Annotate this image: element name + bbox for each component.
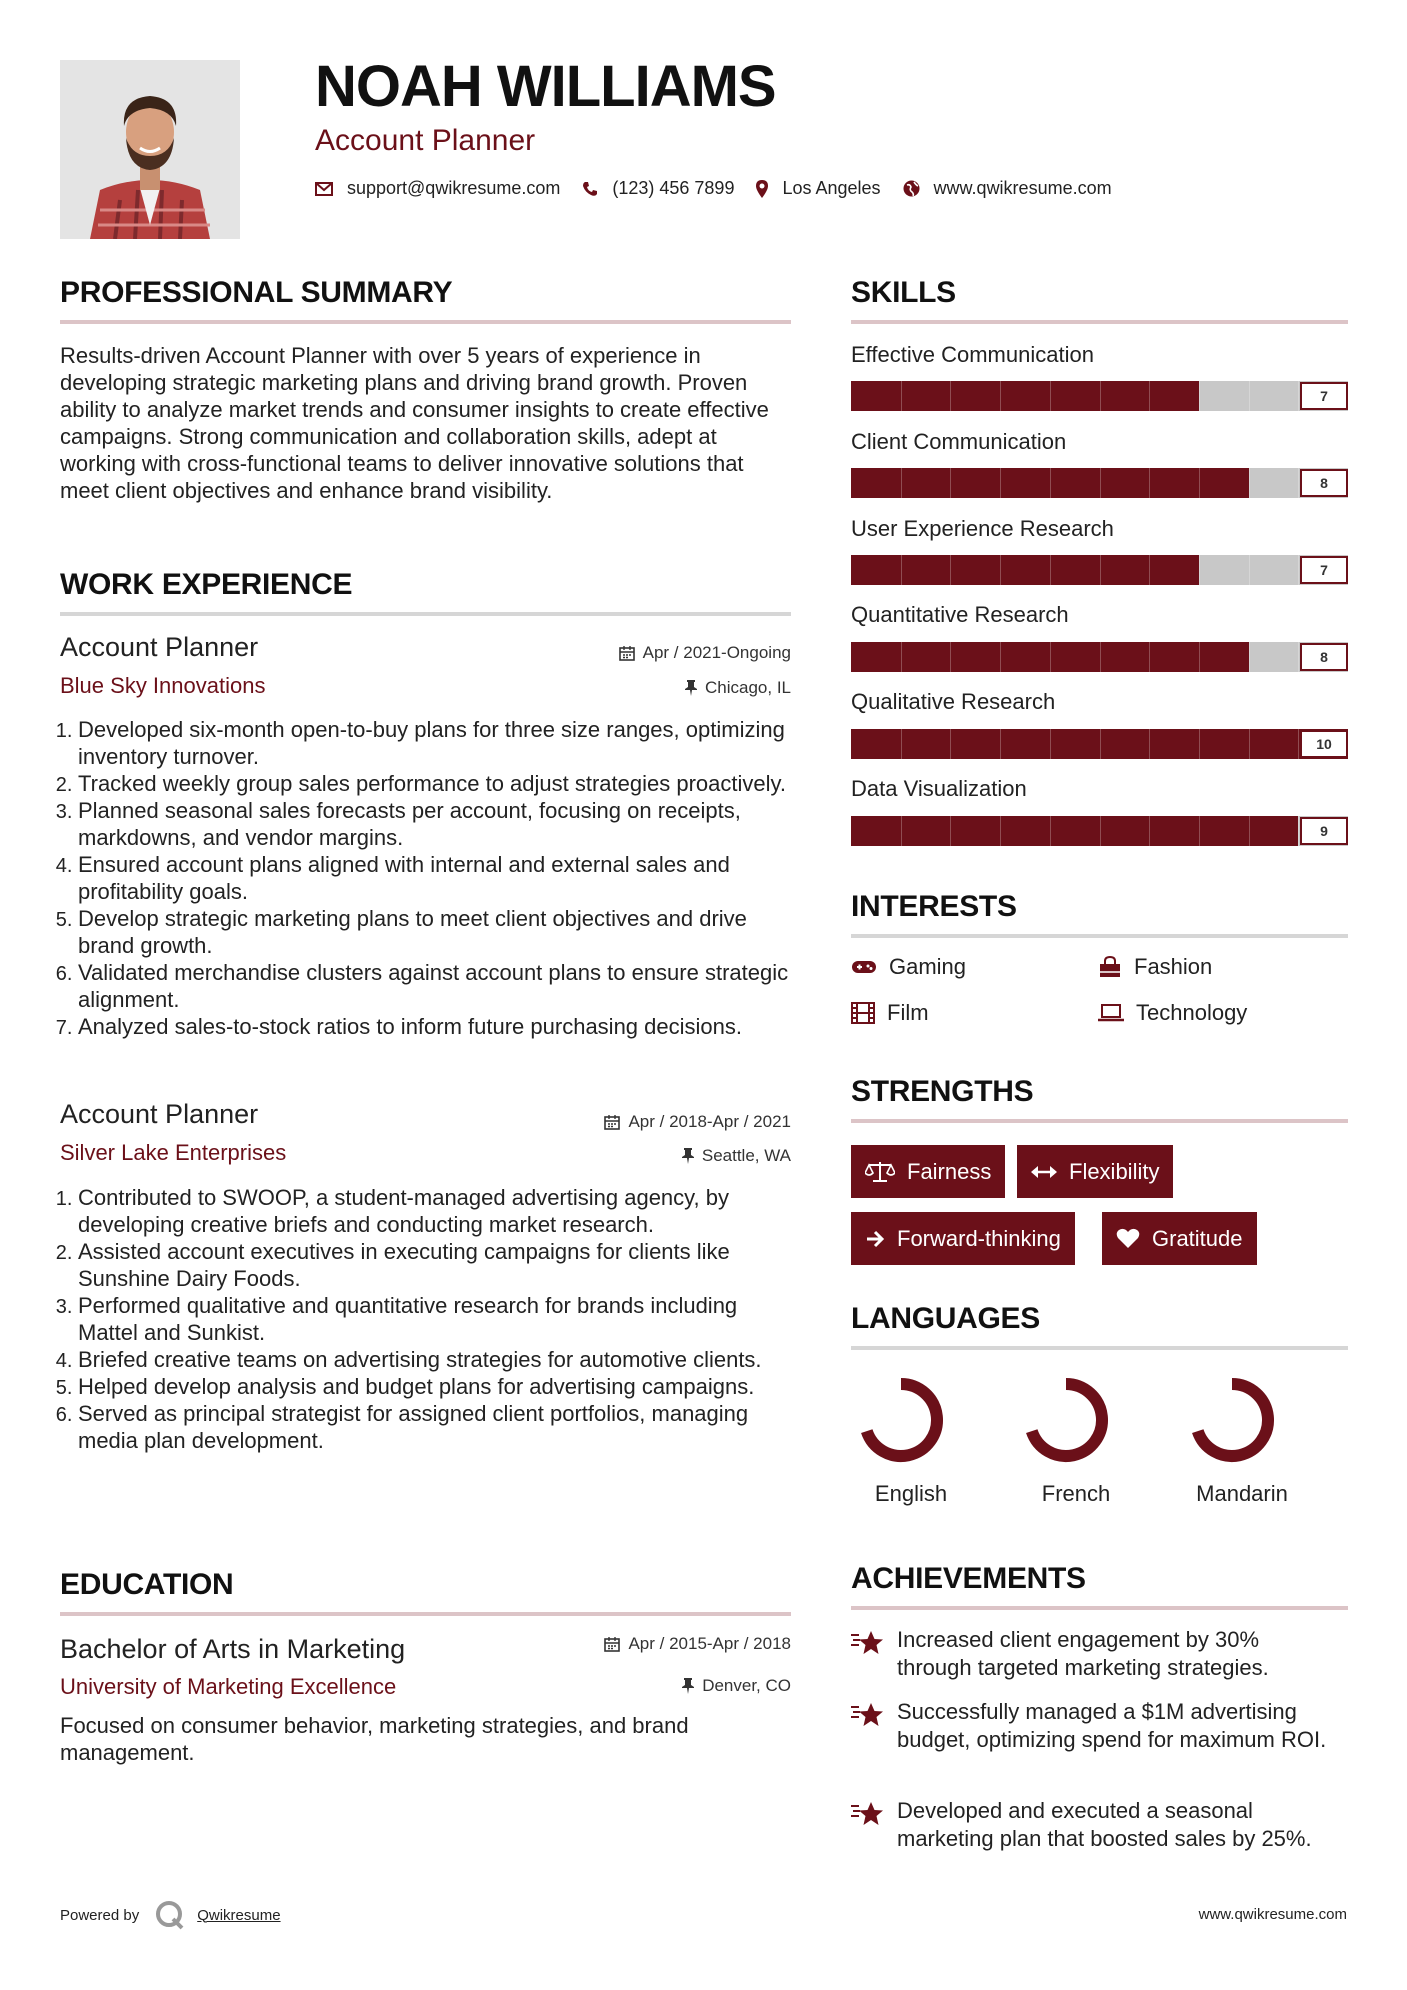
language-level-arc — [1032, 1384, 1102, 1456]
skill-bar — [851, 381, 1348, 411]
interest-label: Gaming — [889, 954, 967, 979]
skill-bar-segment — [1149, 642, 1150, 672]
skill-bar-segment — [950, 555, 951, 585]
job-1-bullet: 1. Developed six-month open-to-buy plans for three size ranges, optimizing inventory turnover. — [78, 716, 795, 770]
language-level-ring — [851, 1370, 971, 1470]
job-1-bullet: 3. Planned seasonal sales forecasts per account, focusing on receipts, markdowns, and vendor margins. — [78, 797, 795, 851]
star-award-icon — [851, 1701, 885, 1729]
achievement-item — [851, 1626, 1337, 1682]
skill-bar-segment — [1050, 816, 1051, 846]
skill-bar-segment — [950, 381, 951, 411]
strength-label: Gratitude — [1152, 1225, 1243, 1251]
location-text: Los Angeles — [782, 178, 881, 198]
skill-label: Qualitative Research — [851, 689, 1056, 714]
laptop-icon — [1098, 1004, 1124, 1022]
skill-value: 9 — [1300, 817, 1348, 845]
skill-bar-segment — [1249, 729, 1250, 759]
skill-bar — [851, 729, 1348, 759]
job-2-location-text: Seattle, WA — [701, 1146, 791, 1165]
education-dates — [604, 1634, 791, 1654]
skill-bar-segment — [1000, 816, 1001, 846]
skill-bar-segment — [1199, 816, 1200, 846]
languages-heading: LANGUAGES — [851, 1302, 1040, 1335]
job-1-bullet: 4. Ensured account plans aligned with internal and external sales and profitability goals. — [78, 851, 795, 905]
skill-bar-segment — [1249, 468, 1250, 498]
skill-bar-segment — [901, 555, 902, 585]
contact-phone[interactable] — [582, 178, 734, 199]
skills-heading: SKILLS — [851, 276, 956, 309]
skill-bar-segment — [1050, 729, 1051, 759]
job-2-bullet: 6. Served as principal strategist for assigned client portfolios, managing media plan development. — [78, 1400, 795, 1454]
job-2-bullet: 4. Briefed creative teams on advertising strategies for automotive clients. — [78, 1346, 795, 1373]
job-1-location-text: Chicago, IL — [705, 678, 791, 697]
job-1-bullet: 7. Analyzed sales-to-stock ratios to inform future purchasing decisions. — [78, 1013, 795, 1040]
skill-bar-segment — [1149, 468, 1150, 498]
shopping-bag-icon — [1098, 956, 1122, 978]
globe-icon — [903, 180, 920, 197]
skill-bar-segment — [1000, 468, 1001, 498]
skill-label: Quantitative Research — [851, 602, 1069, 627]
skill-bar-segment — [1100, 729, 1101, 759]
contact-location — [756, 178, 880, 199]
job-1-dates-text: Apr / 2021-Ongoing — [642, 643, 791, 662]
skill-bar — [851, 816, 1348, 846]
phone-icon — [582, 181, 598, 197]
job-1-bullet: 2. Tracked weekly group sales performance to adjust strategies proactively. — [78, 770, 795, 797]
skill-bar-fill — [851, 381, 1199, 411]
skill-bar-segment — [1100, 642, 1101, 672]
skill-bar-segment — [1050, 642, 1051, 672]
job-2-bullet: 5. Helped develop analysis and budget plans for advertising campaigns. — [78, 1373, 795, 1400]
strength-label: Flexibility — [1069, 1158, 1160, 1184]
language-label: English — [874, 1481, 948, 1506]
language-level-ring — [1016, 1370, 1136, 1470]
skills-divider — [851, 320, 1348, 324]
skill-bar-segment — [1050, 381, 1051, 411]
job-2-dates — [604, 1112, 791, 1132]
skill-bar-segment — [1050, 555, 1051, 585]
language-item — [1016, 1370, 1136, 1507]
candidate-name: NOAH WILLIAMS — [315, 54, 776, 119]
skill-bar-segment — [1000, 555, 1001, 585]
job-2-location — [682, 1146, 791, 1166]
email-text: support@qwikresume.com — [347, 178, 561, 198]
skill-bar-segment — [1249, 642, 1250, 672]
skill-bar-segment — [1249, 381, 1250, 411]
skill-bar-segment — [1050, 468, 1051, 498]
strength-tag — [851, 1212, 1075, 1265]
achievement-item — [851, 1698, 1337, 1754]
interest-label: Fashion — [1134, 954, 1213, 979]
job-2-bullet: 2. Assisted account executives in executing campaigns for clients like Sunshine Dairy Foods. — [78, 1238, 795, 1292]
skill-bar-segment — [1100, 468, 1101, 498]
job-1-bullet: 5. Develop strategic marketing plans to meet client objectives and drive brand growth. — [78, 905, 795, 959]
interest-item — [851, 954, 966, 980]
skill-value: 10 — [1300, 730, 1348, 758]
qwikresume-link[interactable]: Qwikresume — [197, 1906, 281, 1924]
footer-website[interactable]: www.qwikresume.com — [1198, 1906, 1347, 1923]
skill-label: Client Communication — [851, 429, 1067, 454]
job-2-company: Silver Lake Enterprises — [60, 1140, 287, 1165]
film-icon — [851, 1002, 875, 1024]
skill-value: 8 — [1300, 469, 1348, 497]
skill-bar — [851, 555, 1348, 585]
skill-bar-segment — [901, 381, 902, 411]
skill-bar-segment — [1000, 642, 1001, 672]
interest-item — [851, 1000, 929, 1026]
job-2-title: Account Planner — [60, 1099, 259, 1129]
skill-bar-segment — [950, 468, 951, 498]
work-heading: WORK EXPERIENCE — [60, 568, 353, 601]
job-2-bullet: 1. Contributed to SWOOP, a student-managed advertising agency, by developing creative briefs and conducting market research. — [78, 1184, 795, 1238]
skill-label: Data Visualization — [851, 776, 1027, 801]
language-level-arc — [1198, 1384, 1268, 1456]
strengths-heading: STRENGTHS — [851, 1075, 1034, 1108]
skill-bar-segment — [901, 729, 902, 759]
skill-bar — [851, 642, 1348, 672]
pushpin-icon — [682, 1148, 694, 1164]
footer-powered-by — [60, 1898, 281, 1932]
skill-bar-segment — [1100, 816, 1101, 846]
strength-label: Forward-thinking — [897, 1225, 1061, 1251]
phone-text: (123) 456 7899 — [612, 178, 735, 198]
language-item — [1182, 1370, 1302, 1507]
skill-bar-fill — [851, 555, 1199, 585]
achievement-item — [851, 1797, 1337, 1853]
skill-bar-segment — [1199, 729, 1200, 759]
summary-heading: PROFESSIONAL SUMMARY — [60, 276, 453, 309]
language-item — [851, 1370, 971, 1507]
skill-bar-segment — [1149, 729, 1150, 759]
job-1-location — [685, 678, 791, 698]
pushpin-icon — [682, 1678, 694, 1694]
interest-item — [1098, 954, 1212, 980]
skill-bar-fill — [851, 816, 1298, 846]
calendar-icon — [619, 645, 635, 661]
map-pin-icon — [756, 180, 768, 198]
strength-label: Fairness — [907, 1158, 992, 1184]
skill-bar-segment — [1000, 381, 1001, 411]
skill-bar — [851, 468, 1348, 498]
scale-icon — [865, 1161, 895, 1183]
skill-bar-segment — [1149, 816, 1150, 846]
skill-value: 7 — [1300, 556, 1348, 584]
arrow-right-icon — [865, 1229, 885, 1249]
education-dates-text: Apr / 2015-Apr / 2018 — [628, 1634, 791, 1653]
education-heading: EDUCATION — [60, 1568, 234, 1601]
contact-bar — [315, 178, 1134, 199]
interest-item — [1098, 1000, 1247, 1026]
star-award-icon — [851, 1629, 885, 1657]
education-description: Focused on consumer behavior, marketing strategies, and brand management. — [60, 1713, 689, 1765]
profile-photo — [60, 60, 240, 239]
candidate-title: Account Planner — [315, 124, 536, 157]
envelope-icon — [315, 182, 333, 196]
skill-bar-segment — [1100, 381, 1101, 411]
education-degree: Bachelor of Arts in Marketing — [60, 1634, 406, 1664]
job-2-bullet: 3. Performed qualitative and quantitative research for brands including Mattel and Sunkist. — [78, 1292, 795, 1346]
skill-bar-segment — [1149, 555, 1150, 585]
education-school: University of Marketing Excellence — [60, 1674, 397, 1699]
powered-by-text: Powered by — [60, 1906, 140, 1924]
strength-tag — [1102, 1212, 1257, 1265]
skill-bar-segment — [1249, 555, 1250, 585]
skill-bar-segment — [901, 468, 902, 498]
interest-label: Film — [887, 1000, 929, 1025]
interests-heading: INTERESTS — [851, 890, 1017, 923]
skill-label: User Experience Research — [851, 516, 1114, 541]
summary-text: Results-driven Account Planner with over 5 years of experience in developing strategic marketing plans and driving brand growth. Proven ability to analyze market trends and consumer insights to create effective campaigns. Strong communication and collaboration skills, adept at working with cross-functional teams to deliver innovative solutions that meet client objectives and enhance brand visibility. — [60, 343, 769, 503]
skill-bar-segment — [1199, 555, 1200, 585]
education-divider — [60, 1612, 791, 1616]
skill-bar-segment — [1199, 381, 1200, 411]
job-1-bullet: 6. Validated merchandise clusters against account plans to ensure strategic alignment. — [78, 959, 795, 1013]
skill-bar-segment — [1000, 729, 1001, 759]
skill-label: Effective Communication — [851, 342, 1094, 367]
skill-bar-segment — [1199, 468, 1200, 498]
arrows-horizontal-icon — [1031, 1165, 1057, 1179]
website-text: www.qwikresume.com — [933, 178, 1112, 198]
job-1-dates — [619, 643, 791, 663]
skill-bar-segment — [1199, 642, 1200, 672]
education-location — [682, 1676, 791, 1696]
gamepad-icon — [851, 959, 877, 975]
achievements-divider — [851, 1606, 1348, 1610]
skill-bar-segment — [901, 816, 902, 846]
education-location-text: Denver, CO — [702, 1676, 791, 1695]
strengths-divider — [851, 1119, 1348, 1123]
skill-bar-segment — [1149, 381, 1150, 411]
achievement-text: Increased client engagement by 30% through targeted marketing strategies. — [897, 1627, 1269, 1680]
language-label: French — [1041, 1481, 1111, 1506]
qwikresume-logo-icon — [153, 1898, 187, 1932]
pushpin-icon — [685, 680, 697, 696]
calendar-icon — [604, 1636, 620, 1652]
strength-tag — [1017, 1145, 1173, 1198]
contact-email[interactable] — [315, 178, 560, 199]
job-2-dates-text: Apr / 2018-Apr / 2021 — [628, 1112, 791, 1131]
achievement-text: Successfully managed a $1M advertising budget, optimizing spend for maximum ROI. — [897, 1699, 1327, 1752]
skill-bar-segment — [901, 642, 902, 672]
interests-divider — [851, 934, 1348, 938]
job-2-bullets — [60, 1184, 795, 1454]
achievements-heading: ACHIEVEMENTS — [851, 1562, 1086, 1595]
achievement-text: Developed and executed a seasonal marketing plan that boosted sales by 25%. — [897, 1798, 1312, 1851]
skill-bar-segment — [1249, 816, 1250, 846]
language-level-ring — [1182, 1370, 1302, 1470]
language-level-arc — [867, 1384, 937, 1456]
language-label: Mandarin — [1196, 1481, 1288, 1506]
interest-label: Technology — [1136, 1000, 1248, 1025]
job-1-title: Account Planner — [60, 632, 259, 662]
skill-value: 7 — [1300, 382, 1348, 410]
skill-bar-segment — [950, 642, 951, 672]
job-1-bullets — [60, 716, 795, 1040]
job-1-company: Blue Sky Innovations — [60, 673, 266, 698]
contact-website[interactable] — [903, 178, 1112, 199]
strength-tag — [851, 1145, 1005, 1198]
summary-divider — [60, 320, 791, 324]
calendar-icon — [604, 1114, 620, 1130]
languages-divider — [851, 1346, 1348, 1350]
skill-value: 8 — [1300, 643, 1348, 671]
skill-bar-segment — [950, 816, 951, 846]
star-award-icon — [851, 1800, 885, 1828]
heart-icon — [1116, 1228, 1140, 1249]
work-divider — [60, 612, 791, 616]
skill-bar-segment — [950, 729, 951, 759]
skill-bar-segment — [1100, 555, 1101, 585]
